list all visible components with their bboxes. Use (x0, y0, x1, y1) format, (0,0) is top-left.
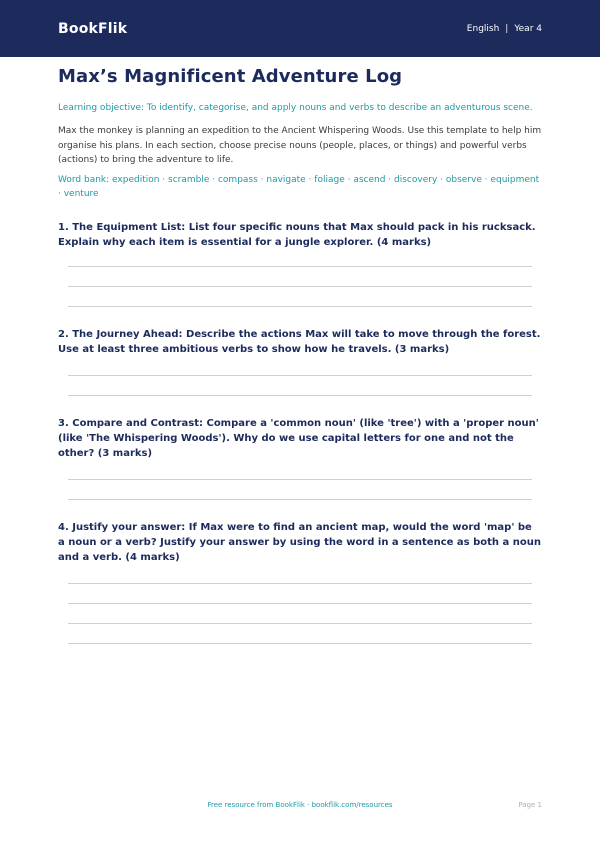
page-title: Max’s Magnificent Adventure Log (58, 66, 403, 87)
question-4: 4. Justify your answer: If Max were to find an ancient map, would the word 'map' be a noun or a verb? Justify your answer by using the word in a sentence as both a noun and a verb. (4 marks) (58, 521, 541, 563)
answer-line[interactable] (68, 306, 532, 307)
answer-area-2[interactable] (58, 375, 542, 396)
answer-line[interactable] (68, 623, 532, 624)
answer-line[interactable] (68, 499, 532, 500)
answer-line[interactable] (68, 603, 532, 604)
question-3: 3. Compare and Contrast: Compare a 'common noun' (like 'tree') with a 'proper noun' (like 'The Whispering Woods'). Why do we use capital letters for one and not the other? (3 marks) (58, 417, 539, 459)
answer-line[interactable] (68, 266, 532, 267)
answer-line[interactable] (68, 286, 532, 287)
answer-line[interactable] (68, 479, 532, 480)
year-label: Year 4 (514, 23, 542, 34)
footer (0, 801, 600, 813)
answer-line[interactable] (68, 643, 532, 644)
footer-credit[interactable]: Free resource from BookFlik · bookflik.com/resources (207, 801, 393, 809)
worksheet-body (58, 66, 542, 644)
header-bar (0, 0, 600, 57)
meta-separator: | (505, 23, 509, 34)
intro-paragraph: Max the monkey is planning an expedition to the Ancient Whispering Woods. Use this template to help him organise his plans. In each section, choose precise nouns (people, places, or things) and powerful verbs (actions) to bring the adventure to life. (58, 126, 542, 166)
answer-line[interactable] (68, 395, 532, 396)
subject-label: English (466, 23, 500, 34)
question-2: 2. The Journey Ahead: Describe the actions Max will take to move through the forest. Use at least three ambitious verbs to show how he travels. (3 marks) (58, 328, 541, 355)
answer-line[interactable] (68, 375, 532, 376)
answer-area-1[interactable] (58, 266, 542, 307)
answer-area-4[interactable] (58, 583, 542, 644)
question-1: 1. The Equipment List: List four specific nouns that Max should pack in his rucksack. Explain why each item is essential for a jungle explorer. (4 marks) (58, 221, 536, 248)
learning-objective: Learning objective: To identify, categorise, and apply nouns and verbs to describe an adventurous scene. (58, 103, 533, 113)
header-meta (467, 24, 542, 34)
answer-line[interactable] (68, 583, 532, 584)
brand-logo[interactable]: BookFlik (58, 20, 128, 37)
page-number: Page 1 (518, 801, 542, 809)
word-bank: Word bank: expedition · scramble · compass · navigate · foliage · ascend · discovery · observe · equipment · venture (58, 174, 540, 199)
answer-area-3[interactable] (58, 479, 542, 500)
